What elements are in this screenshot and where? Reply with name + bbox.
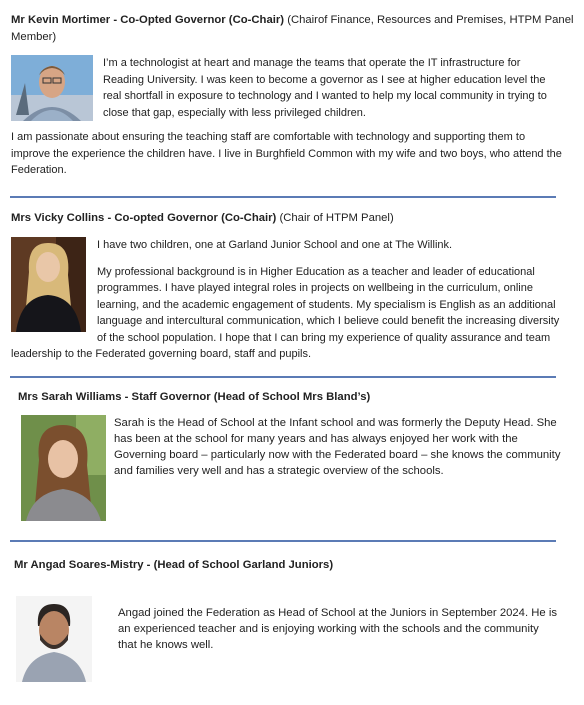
section-divider [10,540,556,542]
governor-heading: Mr Kevin Mortimer - Co-Opted Governor (Co-Chair) (Chairof Finance, Resources and Premises, HTPM Panel Member) [11,14,574,43]
governor-sarah [0,389,584,521]
portrait-woman-brunette-icon [21,415,106,521]
governor-paragraph: My professional background is in Higher Education as a teacher and leader of educational programmes. I have played integral roles in projects on wellbeing in the curriculum, online learning, and the academic engagement of students. My specialism is English as an additional language and intercultural communication, which I believe could benefit the increasing diversity of the school population. I hope that I can bring my experience of quality assurance and team leadership to the Federated governing board, staff and pupils. [11,265,560,360]
portrait-man-glasses-icon [11,55,93,121]
governor-title: Staff Governor (Head of School Mrs Bland’s) [131,391,371,403]
governor-title: Co-Opted Governor (Co-Chair) [120,14,285,26]
governor-paragraph: I’m a technologist at heart and manage the teams that operate the IT infrastructure for Reading University. I was keen to become a governor as I see at higher education level the real shortfall in exposure to technology and I wanted to help my local community in trying to close that gap, especially with less privileged children. [103,57,547,119]
governor-paragraph: Sarah is the Head of School at the Infant school and was formerly the Deputy Head. She has been at the school for many years and has always enjoyed her work with the Governing board – particularly now with the Federated board – she knows the community and families very well and has a strategic overview of the schools. [114,417,561,477]
governor-heading: Mrs Vicky Collins - Co-opted Governor (Co-Chair) (Chair of HTPM Panel) [11,212,394,224]
governor-vicky [0,210,584,363]
governor-name: Mrs Sarah Williams [18,391,122,403]
governor-title: (Head of School Garland Juniors) [153,559,334,571]
governor-kevin [0,12,584,179]
governor-angad [0,557,584,651]
section-divider [10,376,556,378]
governor-paragraph: Angad joined the Federation as Head of School at the Juniors in September 2024. He is an experienced teacher and is enjoying working with the schools and the community that he knows well. [118,607,557,651]
governor-roles: (Chairof Finance, Resources and Premises, HTPM Panel Member) [11,14,574,43]
governor-roles: (Chair of HTPM Panel) [279,212,394,224]
portrait-woman-blonde-icon [11,237,86,332]
governor-name: Mr Kevin Mortimer [11,14,111,26]
portrait-man-beard-icon [16,596,92,687]
governor-paragraph: I have two children, one at Garland Junior School and one at The Willink. [97,239,453,251]
governor-title: Co-opted Governor (Co-Chair) [114,212,277,224]
governor-heading: Mrs Sarah Williams - Staff Governor (Head of School Mrs Bland’s) [18,391,371,403]
section-divider [10,196,556,198]
governor-paragraph: I am passionate about ensuring the teaching staff are comfortable with technology and supporting them to improve the experience the children have. I live in Burghfield Common with my wife and two boys, who attend the Federation. [11,131,562,176]
governor-name: Mrs Vicky Collins [11,212,105,224]
governor-heading: Mr Angad Soares-Mistry - (Head of School Garland Juniors) [14,559,334,571]
governor-name: Mr Angad Soares-Mistry [14,559,144,571]
